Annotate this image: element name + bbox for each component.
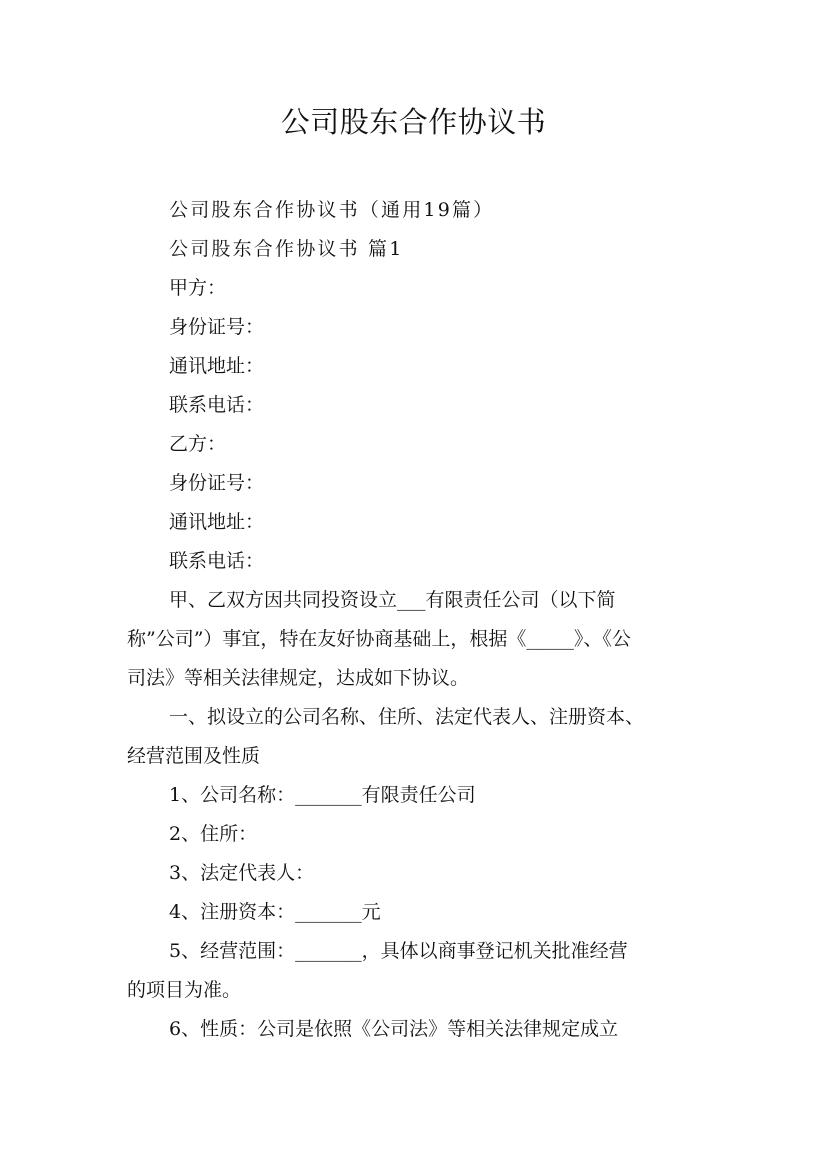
section-1-item-5-line-2: 的项目为准。	[127, 979, 242, 1001]
section-1-item-2: 2、住所：	[169, 823, 258, 845]
section-1-heading-line-1: 一、拟设立的公司名称、住所、法定代表人、注册资本、	[169, 706, 645, 728]
intro-line-1: 甲、乙双方因共同投资设立___有限责任公司（以下简	[169, 589, 616, 611]
section-1-item-6-line-1: 6、性质：公司是依照《公司法》等相关法律规定成立	[169, 1018, 619, 1040]
party-b-phone-label: 联系电话：	[169, 550, 265, 572]
party-a-address-label: 通讯地址：	[169, 355, 265, 377]
section-1-item-4: 4、注册资本：_______元	[169, 901, 381, 923]
article-heading: 公司股东合作协议书 篇1	[169, 238, 404, 260]
intro-line-3: 司法》等相关法律规定，达成如下协议。	[127, 667, 470, 689]
party-b-address-label: 通讯地址：	[169, 511, 265, 533]
section-1-item-1: 1、公司名称：_______有限责任公司	[169, 784, 476, 806]
section-1-item-5-line-1: 5、经营范围：_______，具体以商事登记机关批准经营	[169, 940, 628, 962]
document-title: 公司股东合作协议书	[280, 105, 547, 139]
party-a-label: 甲方：	[169, 277, 227, 299]
document-subtitle: 公司股东合作协议书（通用19篇）	[169, 199, 495, 221]
party-b-label: 乙方：	[169, 433, 227, 455]
section-1-heading-line-2: 经营范围及性质	[127, 745, 261, 767]
party-b-id-label: 身份证号：	[169, 472, 265, 494]
party-a-id-label: 身份证号：	[169, 316, 265, 338]
intro-line-2: 称”公司”）事宜，特在友好协商基础上，根据《_____》、《公	[127, 628, 631, 650]
party-a-phone-label: 联系电话：	[169, 394, 265, 416]
section-1-item-3: 3、法定代表人：	[169, 862, 315, 884]
document-body	[127, 191, 701, 1049]
